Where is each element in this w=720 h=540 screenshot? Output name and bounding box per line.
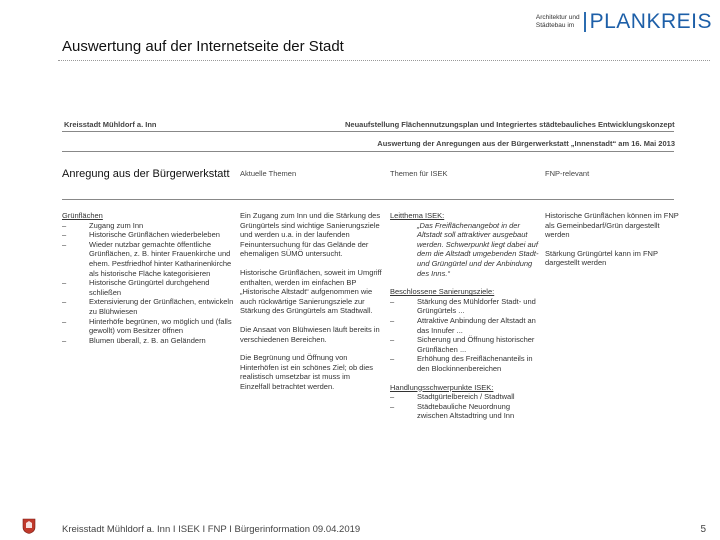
footer-text: Kreisstadt Mühldorf a. Inn I ISEK I FNP I Bürgerinformation 09.04.2019	[62, 524, 361, 535]
document-project: Neuaufstellung Flächennutzungsplan und Integriertes städtebauliches Entwicklungskonzept	[345, 120, 675, 129]
leitthema-heading: Leitthema ISEK:	[390, 211, 445, 220]
document-subtitle: Auswertung der Anregungen aus der Bürgerwerkstatt „Innenstadt“ am 16. Mai 2013	[377, 139, 675, 148]
header-rule	[62, 131, 674, 132]
list-item: – Zugang zum Inn	[62, 221, 234, 231]
sanierungsziele-heading: Beschlossene Sanierungsziele:	[390, 287, 495, 297]
list-item: – Historische Grünflächen wiederbeleben	[62, 230, 234, 240]
handlungsschwerpunkte-list	[390, 392, 540, 421]
logo-line-2: Städtebau im	[535, 22, 575, 29]
logo-tagline	[536, 14, 580, 30]
list-item: – Wieder nutzbar gemachte öffentliche Grünflächen, z. B. hinter Frauenkirche und ehem. Pestfriedhof hinter Katharinenkirche als historische Fläche kategorisieren	[62, 240, 234, 278]
subtitle-rule	[62, 151, 674, 152]
column-header-suggestion: Anregung aus der Bürgerwerkstatt	[62, 168, 230, 180]
document-municipality: Kreisstadt Mühldorf a. Inn	[64, 120, 157, 129]
logo-divider	[584, 12, 586, 32]
list-item: – Stärkung des Mühldorfer Stadt- und Grüngürtels ...	[390, 297, 540, 316]
list-item: – Blumen überall, z. B. an Geländern	[62, 336, 234, 346]
list-item: – Attraktive Anbindung der Altstadt an das Innufer ...	[390, 316, 540, 335]
sanierungsziele-list	[390, 297, 540, 374]
column-header-isek: Themen für ISEK	[390, 169, 448, 178]
current-paragraph-3: Die Ansaat von Blühwiesen läuft bereits in verschiedenen Bereichen.	[240, 324, 380, 344]
list-item: – Historische Grüngürtel durchgehend schließen	[62, 278, 234, 297]
column-header-current: Aktuelle Themen	[240, 169, 297, 178]
fnp-paragraph-2: Stärkung Grüngürtel kann im FNP dargestellt werden	[545, 248, 658, 268]
fnp-paragraph-1: Historische Grünflächen können im FNP als Gemeinbedarf/Grün dargestellt werden	[545, 211, 679, 240]
current-paragraph-4: Die Begrünung und Öffnung von Hinterhöfen ist ein schönes Ziel; ob dies realistisch umsetzbar ist muss im Einzelfall betrachtet werden.	[240, 353, 373, 391]
title-banner	[58, 34, 710, 61]
table-header-rule	[62, 199, 674, 200]
handlungsschwerpunkte-heading: Handlungsschwerpunkte ISEK:	[390, 382, 494, 392]
page-number: 5	[700, 524, 706, 535]
column-isek-topics	[390, 211, 540, 421]
page-title: Auswertung auf der Internetseite der Stadt	[62, 38, 344, 55]
list-item: – Stadtgürtelbereich / Stadtwall	[390, 392, 540, 402]
current-paragraph-2: Historische Grünflächen, soweit im Umgriff enthalten, werden im einfachen BP „Historische Altstadt“ aufgenommen wie auch rückwärtige Sanierungsziele zur Stärkung des Grüngürtels am Stadtwall.	[240, 267, 382, 316]
list-item: – Extensivierung der Grünflächen, entwickeln zu Blühwiesen	[62, 297, 234, 316]
column-suggestions	[62, 211, 234, 345]
suggestion-list	[62, 221, 234, 346]
list-item: – Sicherung und Öffnung historischer Grünflächen ...	[390, 335, 540, 354]
leitthema-text: „Das Freiflächenangebot in der Altstadt soll attraktiver ausgebaut werden. Schwerpunkt liegt dabei auf dem die Altstadt umgebenden Stadt- und Grüngürtel und der Anbindung des Inns.“	[417, 220, 539, 278]
plankreis-logo	[536, 10, 712, 34]
logo-brand: PLANKREIS	[589, 10, 712, 33]
list-item: – Erhöhung des Freiflächenanteils in den Blockinnenbereichen	[390, 354, 540, 373]
list-item: – Hinterhöfe begrünen, wo möglich und (falls gewollt) vom Besitzer öffnen	[62, 317, 234, 336]
column-fnp	[545, 211, 680, 277]
city-crest-icon	[22, 518, 36, 534]
column-current-topics	[240, 211, 382, 401]
current-paragraph-1: Ein Zugang zum Inn und die Stärkung des Grüngürtels sind wichtige Sanierungsziele und werden u.a. in der laufenden Feinuntersuchung für das Gelände der ehemaligen SÜMÖ untersucht.	[240, 211, 381, 259]
logo-line-1: Architektur und	[535, 14, 580, 21]
list-item: – Städtebauliche Neuordnung zwischen Altstadtring und Inn	[390, 402, 540, 421]
column-header-fnp: FNP-relevant	[545, 169, 590, 178]
section-green-spaces: Grünflächen	[62, 211, 103, 220]
